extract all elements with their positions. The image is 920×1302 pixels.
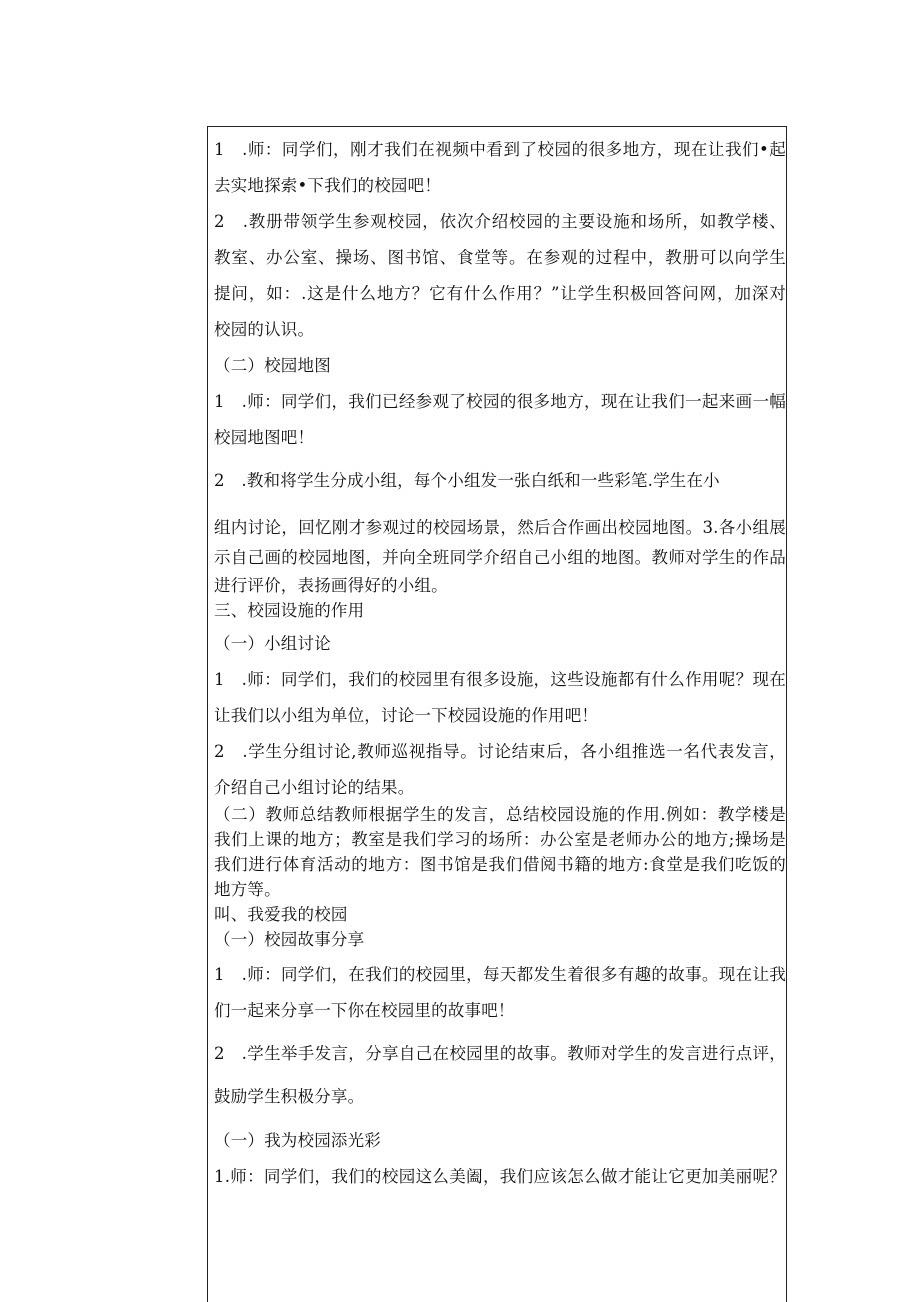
text-line: 鼓励学生积极分享。 — [214, 1087, 365, 1106]
section-heading: （二）校园地图 — [214, 356, 331, 375]
section-heading: 三、校园设施的作用 — [214, 601, 365, 620]
text-line: 1 .师：同学们，刚才我们在视频中看到了校园的很多地方，现在让我们•起 — [214, 140, 786, 159]
text-line: 校园地图吧！ — [214, 428, 315, 447]
text-line: 我们上课的地方；教室是我们学习的场所：办公室是老师办公的地方;操场是 — [214, 830, 786, 849]
text-line: 1 .师：同学们，我们已经参观了校园的很多地方，现在让我们一起来画一幅 — [214, 392, 786, 411]
text-line: 介绍自己小组讨论的结果。 — [214, 778, 415, 797]
text-line: 2 .教和将学生分成小组，每个小组发一张白纸和一些彩笔.学生在小 — [214, 471, 720, 490]
text-line: 2 .学生举手发言，分享自己在校园里的故事。教师对学生的发言进行点评， — [214, 1044, 786, 1063]
text-line: 我们进行体育活动的地方：图书馆是我们借阅书籍的地方:食堂是我们吃饭的 — [214, 855, 786, 874]
text-line: 2 .教册带领学生参观校园，依次介绍校园的主要设施和场所，如教学楼、 — [214, 212, 786, 231]
text-line: 1 .师：同学们，我们的校园里有很多设施，这些设施都有什么作用呢？现在 — [214, 670, 786, 689]
text-line: 进行评价，表扬画得好的小组。 — [214, 576, 448, 595]
section-heading: （一）小组讨论 — [214, 634, 331, 653]
section-heading: （一）我为校园添光彩 — [214, 1131, 381, 1150]
section-heading: （一）校园故事分享 — [214, 930, 365, 949]
text-line: 1.师：同学们，我们的校园这么美阖，我们应该怎么做才能让它更加美丽呢？ — [214, 1167, 786, 1186]
text-line: 校园的认识。 — [214, 320, 315, 339]
text-line: （二）教师总结教师根据学生的发言，总结校园设施的作用.例如：教学楼是 — [214, 805, 786, 824]
text-line: 组内讨论，回忆刚才参观过的校园场景，然后合作画出校园地图。3.各小组展 — [214, 518, 786, 537]
text-line: 教室、办公室、操场、图书馆、食堂等。在参观的过程中，教册可以向学生 — [214, 248, 786, 267]
text-line: 1 .师：同学们，在我们的校园里，每天都发生着很多有趣的故事。现在让我 — [214, 965, 786, 984]
text-line: 2 .学生分组讨论,教师巡视指导。讨论结束后，各小组推选一名代表发言， — [214, 742, 786, 761]
section-heading: 叫、我爱我的校园 — [214, 905, 348, 924]
text-line: 地方等。 — [214, 880, 281, 899]
text-line: 让我们以小组为单位，讨论一下校园设施的作用吧！ — [214, 706, 599, 725]
text-line: 去实地探索•下我们的校园吧！ — [214, 176, 442, 195]
text-line: 们一起来分享一下你在校园里的故事吧！ — [214, 1001, 515, 1020]
text-line: 示自己画的校园地图，并向全班同学介绍自己小组的地图。教师对学生的作品 — [214, 548, 786, 567]
text-line: 提问，如：.这是什么地方？它有什么作用？”让学生积极回答问网，加深对 — [214, 284, 786, 303]
